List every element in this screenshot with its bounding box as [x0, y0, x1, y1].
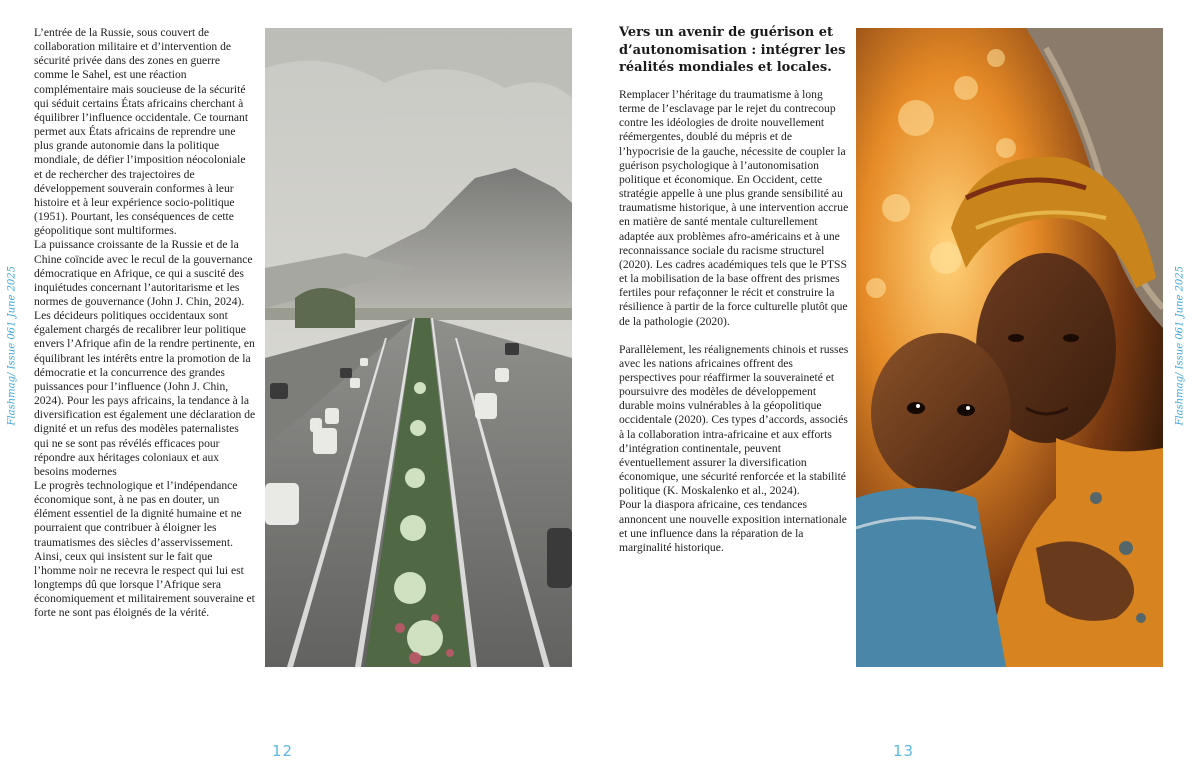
paragraph: Remplacer l’héritage du traumatisme à long terme de l’esclavage par le rejet du contrecoup contre les idéologies de droite nouvellement réémergentes, doublé du mépris et de l’hypocrisie de la gauche, nécessite de coupler la guérison psychologique à l’autonomisation politique et économique. En Occident, cette stratégie appelle à une plus grande sensibilité au traumatisme historique, à une intervention accrue en matière de santé mentale culturellement adaptée aux problèmes afro-américains et à une reconnaissance sociale du racisme structurel (2020). Les cadres académiques tels que le PTSS et la mobilisation de la base offrent des prismes fertiles pour refaçonner le récit et construire la résilience à partir de la force culturelle plutôt que de la pathologie (2020).	[619, 88, 849, 328]
paragraph: L’entrée de la Russie, sous couvert de collaboration militaire et d’intervention de sécurité privée dans des zones en guerre comme le Sahel, est une réaction complémentaire mais soucieuse de la sécurité qui séduit certains États africains cherchant à équilibrer l’influence occidentale. Ce tournant permet aux États africains de reprendre une plus grande autonomie dans la politique mondiale, de défier l’imposition néocoloniale et de rechercher des trajectoires de développement souverain conformes à leur histoire et à leur expérience socio-politique (1951). Pourtant, les conséquences de cette géopolitique sont multiformes.	[34, 26, 249, 238]
paragraph: Le progrès technologique et l’indépendance économique sont, à ne pas en douter, un élément essentiel de la dignité humaine et ne pourraient que contribuer à éloigner les traumatismes des siècles d’asservissement. Ainsi, ceux qui insistent sur le fait que l’homme noir ne recevra le respect qui lui est longtemps dû que lorsque l’Afrique sera économiquement et militairement souveraine et forte ne sont pas éloignés de la vérité.	[34, 479, 255, 620]
page-number: 13	[893, 742, 915, 760]
paragraph: Pour la diaspora africaine, ces tendances annoncent une nouvelle exposition internationale et une influence dans la réparation de la marginalité historique.	[619, 498, 847, 554]
page-number: 12	[272, 742, 294, 760]
mother-child-photo	[856, 28, 1163, 667]
running-label-left: Flashmag/ Issue 061 June 2025	[6, 265, 18, 426]
paragraph-gap	[619, 329, 849, 343]
article-heading: Vers un avenir de guérison et d’autonomisation : intégrer les réalités mondiales et locales.	[619, 25, 846, 75]
left-article-column	[34, 26, 256, 621]
right-page	[600, 0, 1200, 776]
right-article-column	[619, 88, 849, 555]
running-label-right: Flashmag/ Issue 061 June 2025	[1174, 265, 1186, 426]
paragraph: Parallèlement, les réalignements chinois et russes avec les nations africaines offrent des perspectives pour réaffirmer la souveraineté et poursuivre des modèles de développement durable moins vulnérables à la géopolitique occidentale (2020). Ces types d’accords, associés à la collaboration intra-africaine et aux efforts d’intégration continentale, peuvent éventuellement assurer la diversification économique, une sécurité renforcée et la stabilité politique (K. Moskalenko et al., 2024).	[619, 342, 849, 498]
paragraph: La puissance croissante de la Russie et de la Chine coïncide avec le recul de la gouvernance démocratique en Afrique, ce qui a suscité des inquiétudes concernant l’autoritarisme et les normes de gouvernance (John J. Chin, 2024). Les décideurs politiques occidentaux sont également chargés de recalibrer leur politique envers l’Afrique afin de la rendre pertinente, en équilibrant les intérêts entre la promotion de la démocratie et la concurrence des grandes puissances pour l’influence (John J. Chin, 2024). Pour les pays africains, la tendance à la diversification est également une déclaration de dignité et un refus des modèles paternalistes qui ne se sont pas révélés efficaces pour répondre aux héritages coloniaux et aux besoins modernes	[34, 238, 256, 478]
highway-photo	[265, 28, 572, 667]
